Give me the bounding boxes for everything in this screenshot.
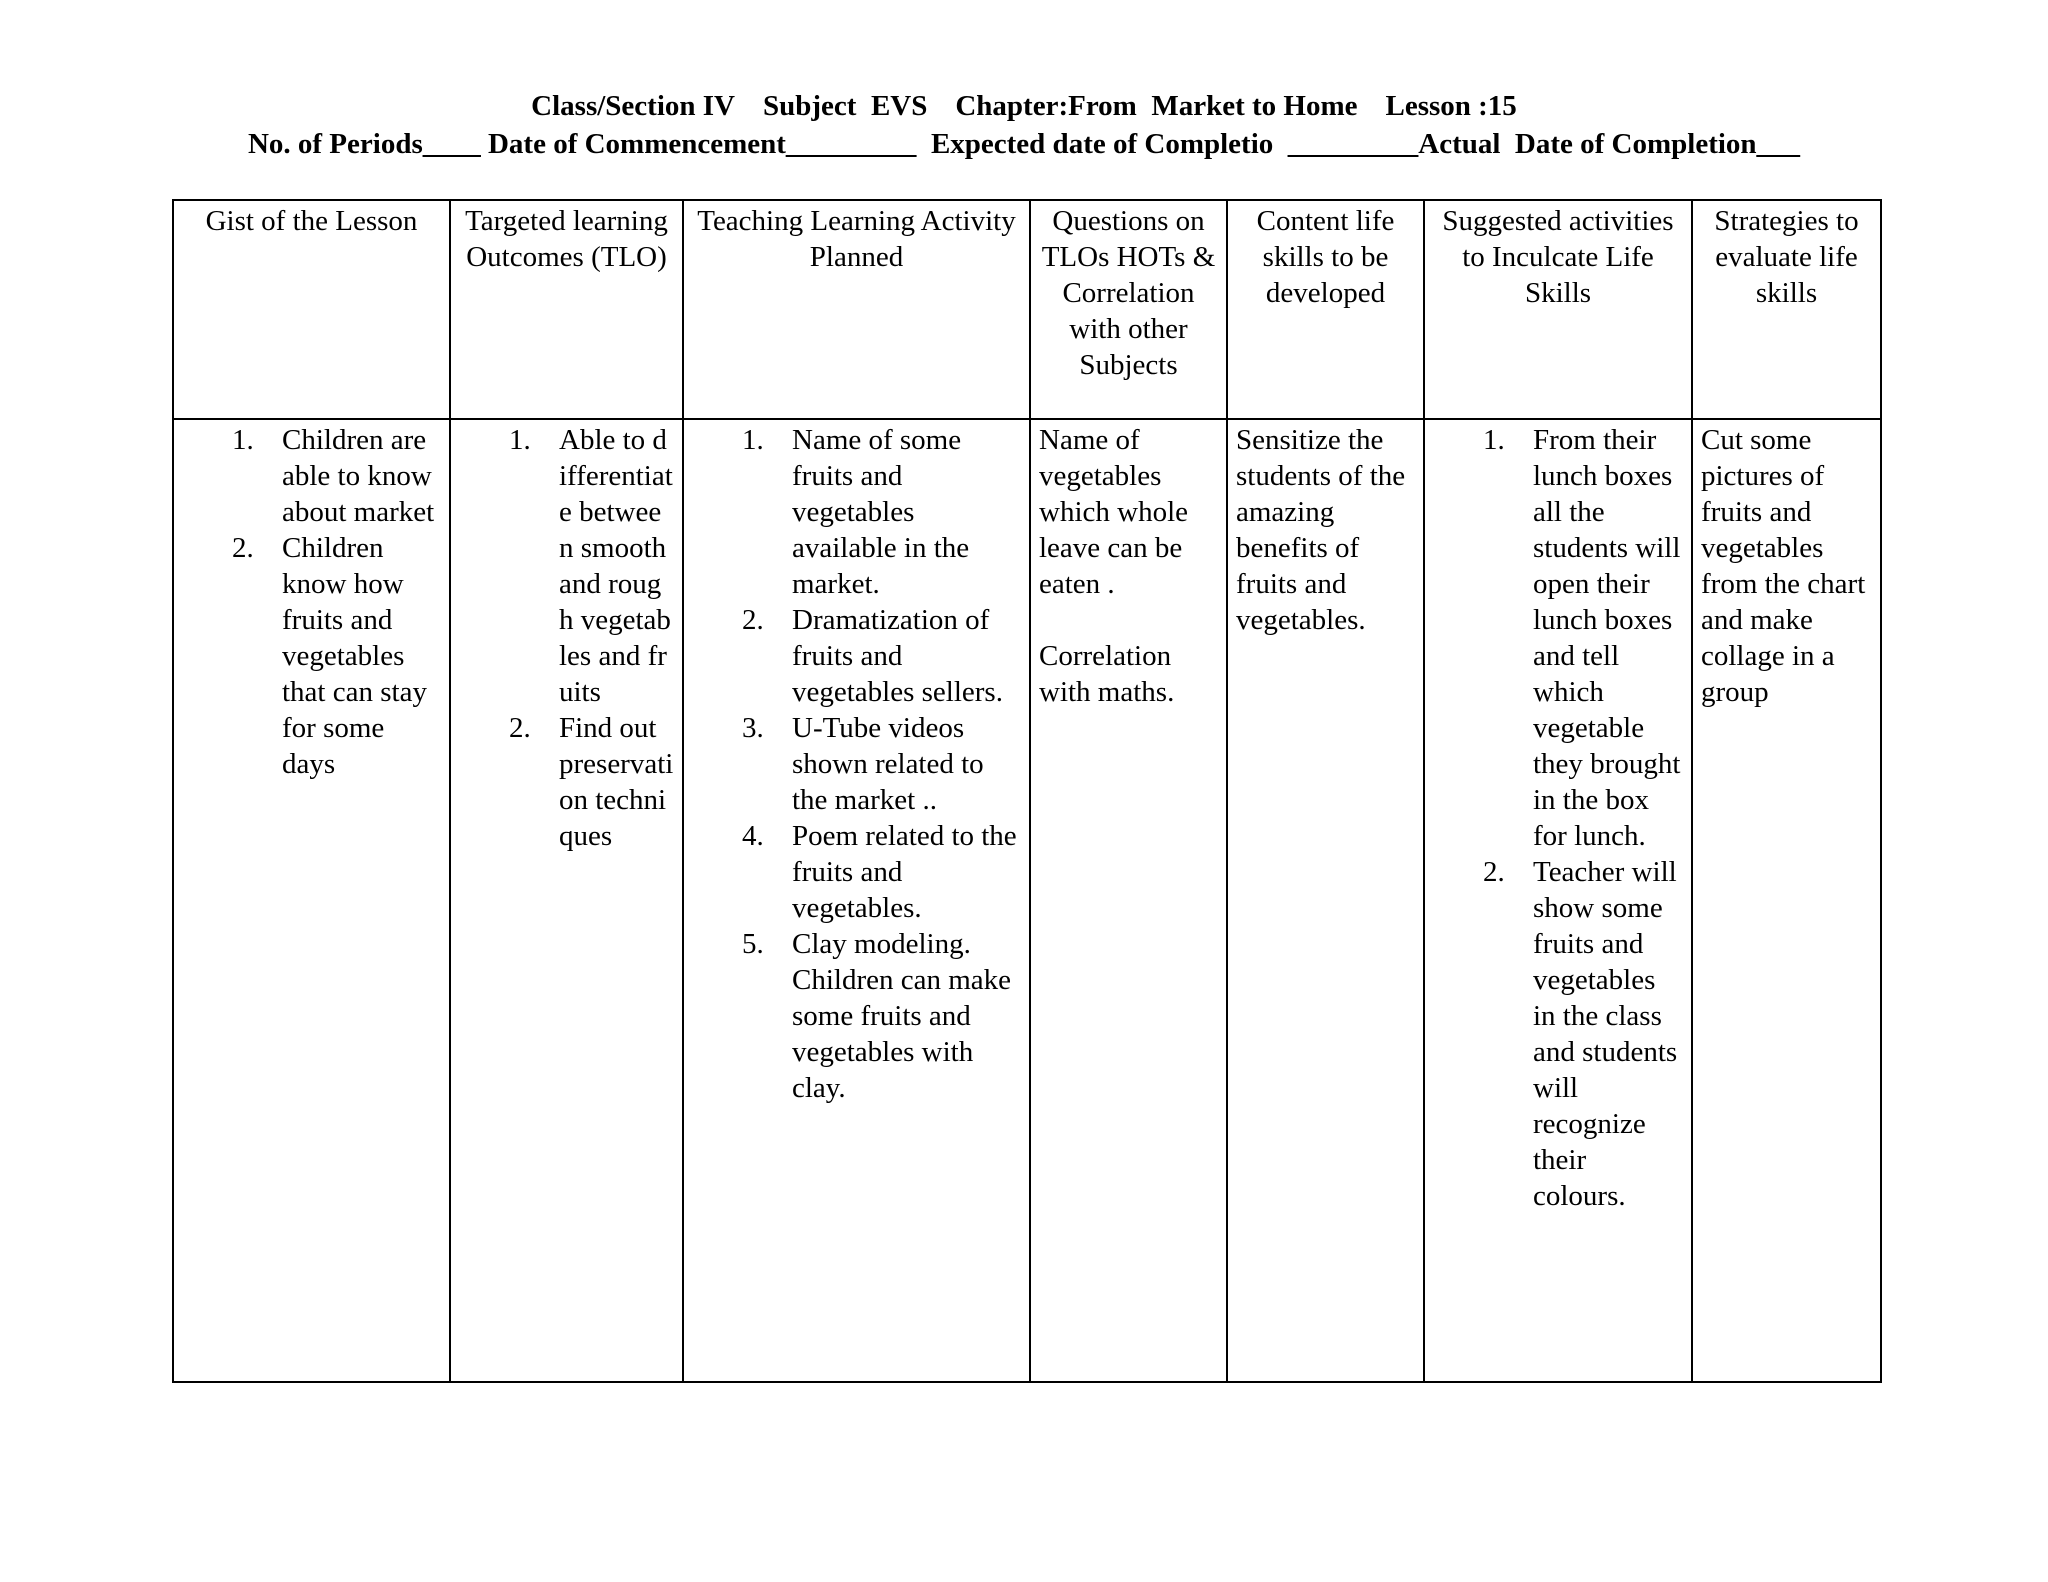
list-number: 1.: [1483, 424, 1505, 456]
list-text: Able to differentiate between smooth and rough vegetables and fruits: [559, 424, 673, 708]
list-text: Teacher will show some fruits and vegetables in the class and students will recognize their colours.: [1533, 856, 1678, 1212]
list-text: Dramatization of fruits and vegetables sellers.: [792, 604, 1003, 708]
list-text: Find out preservation techniques: [559, 712, 674, 852]
table-row: [173, 419, 1881, 1382]
cell-activity: [683, 419, 1030, 1382]
content-skills-text: Sensitize the students of the amazing benefits of fruits and vegetables.: [1236, 424, 1406, 636]
no-of-periods: No. of Periods____: [247, 128, 481, 160]
list-number: 1.: [742, 424, 764, 456]
list-text: U-Tube videos shown related to the market ..: [792, 712, 984, 816]
column-header-questions: Questions on TLOs HOTs & Correlation with other Subjects: [1030, 200, 1227, 419]
header-line-2: [0, 126, 2048, 163]
list-number: 4.: [742, 820, 764, 852]
list-item: [742, 818, 1021, 926]
list-number: 5.: [742, 928, 764, 960]
list-text: Children are able to know about market: [282, 424, 435, 528]
column-header-gist: Gist of the Lesson: [173, 200, 450, 419]
cell-content-skills: [1227, 419, 1424, 1382]
subject: Subject EVS: [763, 90, 928, 122]
cell-tlo: [450, 419, 683, 1382]
activity-list: [742, 422, 1021, 1106]
actual-date: Actual Date of Completion___: [1418, 128, 1801, 160]
strategies-text: Cut some pictures of fruits and vegetables from the chart and make collage in a group: [1701, 424, 1866, 708]
tlo-list: [509, 422, 674, 854]
list-text: Poem related to the fruits and vegetables.: [792, 820, 1017, 924]
list-number: 1.: [232, 424, 254, 456]
lesson: Lesson :15: [1385, 90, 1517, 122]
list-item: [232, 530, 441, 782]
list-number: 2.: [232, 532, 254, 564]
gist-list: [232, 422, 441, 782]
expected-date: Expected date of Completio _________: [930, 128, 1419, 160]
list-number: 1.: [509, 424, 531, 456]
lesson-plan-table: [172, 199, 1882, 1383]
list-number: 2.: [509, 712, 531, 744]
list-number: 2.: [1483, 856, 1505, 888]
list-item: [1483, 422, 1683, 854]
list-text: Name of some fruits and vegetables available in the market.: [792, 424, 970, 600]
column-header-tlo: Targeted learning Outcomes (TLO): [450, 200, 683, 419]
list-number: 2.: [742, 604, 764, 636]
cell-gist: [173, 419, 450, 1382]
list-item: [232, 422, 441, 530]
list-item: [509, 710, 674, 854]
list-item: [742, 710, 1021, 818]
list-item: [1483, 854, 1683, 1214]
column-header-suggested: Suggested activities to Inculcate Life Skills: [1424, 200, 1692, 419]
column-header-activity: Teaching Learning Activity Planned: [683, 200, 1030, 419]
date-of-commencement: Date of Commencement_________: [487, 128, 917, 160]
list-text: From their lunch boxes all the students will open their lunch boxes and tell which vegetable they brought in the box for lunch.: [1533, 424, 1681, 852]
column-header-strategies: Strategies to evaluate life skills: [1692, 200, 1881, 419]
cell-questions: [1030, 419, 1227, 1382]
cell-strategies: [1692, 419, 1881, 1382]
suggested-list: [1483, 422, 1683, 1214]
question-text: Name of vegetables which whole leave can be eaten .: [1039, 424, 1188, 600]
correlation-text: Correlation with maths.: [1039, 640, 1175, 708]
list-item: [509, 422, 674, 710]
header-line-1: [0, 88, 2048, 125]
chapter: Chapter:From Market to Home: [955, 90, 1358, 122]
list-item: [742, 602, 1021, 710]
class-section: Class/Section IV: [531, 90, 735, 122]
list-text: Clay modeling. Children can make some fruits and vegetables with clay.: [792, 928, 1012, 1104]
list-number: 3.: [742, 712, 764, 744]
cell-suggested: [1424, 419, 1692, 1382]
list-item: [742, 422, 1021, 602]
table-header-row: [173, 200, 1881, 419]
list-item: [742, 926, 1021, 1106]
list-text: Children know how fruits and vegetables that can stay for some days: [282, 532, 427, 780]
column-header-content-skills: Content life skills to be developed: [1227, 200, 1424, 419]
